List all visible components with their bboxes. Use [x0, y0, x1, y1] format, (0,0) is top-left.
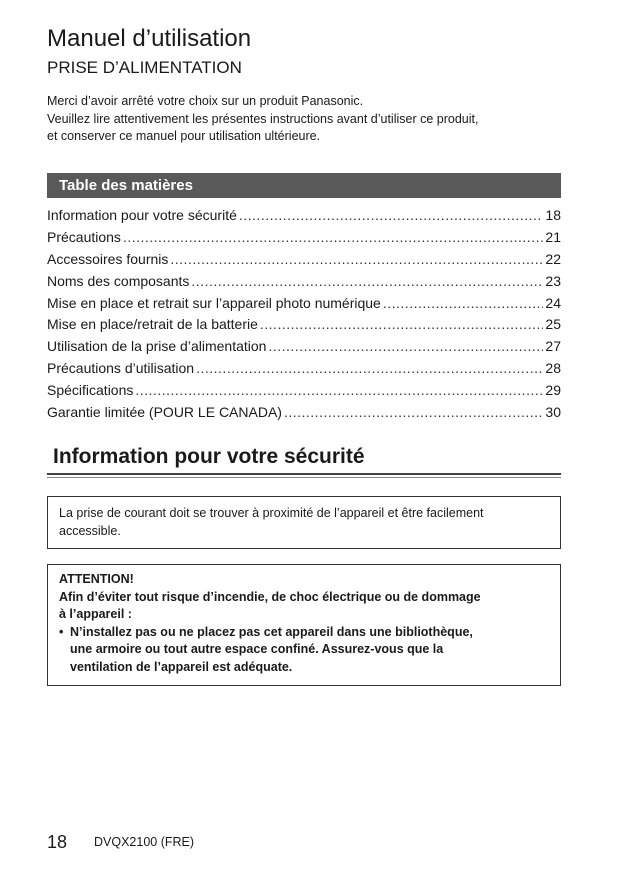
bullet-line: N’installez pas ou ne placez pas cet appareil dans une bibliothèque,: [70, 624, 473, 639]
toc-item[interactable]: [47, 314, 561, 336]
intro-line: et conserver ce manuel pour utilisation ultérieure.: [47, 129, 321, 143]
section-divider: [47, 477, 561, 478]
toc-item-label: Accessoires fournis: [47, 250, 169, 267]
toc-item[interactable]: [47, 336, 561, 358]
toc-item-page: 24: [545, 294, 561, 311]
toc-dot-leader: [239, 205, 544, 225]
toc-item-label: Garantie limitée (POUR LE CANADA): [47, 404, 282, 421]
toc-dot-leader: [383, 293, 544, 313]
notice-line: accessible.: [59, 523, 121, 538]
bullet-line: ventilation de l’appareil est adéquate.: [70, 659, 293, 674]
toc-item[interactable]: [47, 380, 561, 402]
toc-item-label: Précautions: [47, 228, 121, 245]
toc-item[interactable]: [47, 205, 561, 227]
toc-item[interactable]: [47, 293, 561, 315]
table-of-contents: [47, 205, 561, 424]
toc-dot-leader: [284, 402, 543, 422]
toc-item-page: 30: [545, 404, 561, 421]
bullet-text: [70, 624, 473, 677]
notice-line: La prise de courant doit se trouver à proximité de l’appareil et être facilement: [59, 506, 484, 520]
toc-dot-leader: [123, 227, 543, 247]
toc-item[interactable]: [47, 227, 561, 249]
warning-bullet: [59, 624, 549, 677]
bullet-line: une armoire ou tout autre espace confiné. Assurez-vous que la: [70, 642, 444, 656]
toc-item-page: 29: [545, 382, 561, 399]
document-code: DVQX2100 (FRE): [94, 835, 195, 849]
toc-dot-leader: [260, 314, 544, 334]
toc-item-label: Utilisation de la prise d’alimentation: [47, 338, 267, 355]
page-number: 18: [47, 832, 68, 852]
intro-paragraph: [47, 93, 567, 146]
toc-dot-leader: [268, 336, 543, 356]
toc-item-label: Mise en place/retrait de la batterie: [47, 316, 258, 333]
toc-item-page: 18: [545, 207, 561, 223]
toc-item-label: Noms des composants: [47, 272, 190, 289]
section-heading: Information pour votre sécurité: [53, 445, 365, 468]
toc-item-page: 21: [545, 228, 561, 245]
toc-item-page: 27: [545, 338, 561, 355]
toc-dot-leader: [191, 271, 543, 291]
intro-line: Veuillez lire attentivement les présentes instructions avant d’utiliser ce produit,: [47, 111, 479, 126]
toc-item-label: Spécifications: [47, 382, 134, 399]
toc-item[interactable]: [47, 271, 561, 293]
section-divider: [47, 473, 561, 475]
toc-item-page: 23: [545, 272, 561, 289]
warning-line: à l’appareil :: [59, 607, 132, 621]
toc-heading: Table des matières: [47, 173, 561, 198]
toc-item-page: 25: [545, 316, 561, 333]
page-title: Manuel d’utilisation: [47, 25, 252, 52]
intro-line: Merci d’avoir arrêté votre choix sur un produit Panasonic.: [47, 94, 364, 108]
toc-item-page: 28: [545, 360, 561, 377]
toc-dot-leader: [196, 358, 543, 378]
toc-item[interactable]: [47, 358, 561, 380]
warning-box: [47, 564, 561, 686]
warning-title: ATTENTION!: [59, 572, 134, 586]
warning-line: Afin d’éviter tout risque d’incendie, de choc électrique ou de dommage: [59, 589, 481, 604]
toc-item-label: Information pour votre sécurité: [47, 207, 237, 223]
toc-item[interactable]: [47, 249, 561, 271]
toc-dot-leader: [170, 249, 543, 269]
toc-item[interactable]: [47, 402, 561, 424]
notice-box: [47, 496, 561, 549]
toc-item-label: Mise en place et retrait sur l’appareil photo numérique: [47, 294, 381, 311]
page-subtitle: PRISE D’ALIMENTATION: [47, 58, 242, 77]
bullet-icon: •: [59, 624, 64, 639]
toc-dot-leader: [135, 380, 543, 400]
toc-item-page: 22: [545, 250, 561, 267]
toc-item-label: Précautions d’utilisation: [47, 360, 195, 377]
